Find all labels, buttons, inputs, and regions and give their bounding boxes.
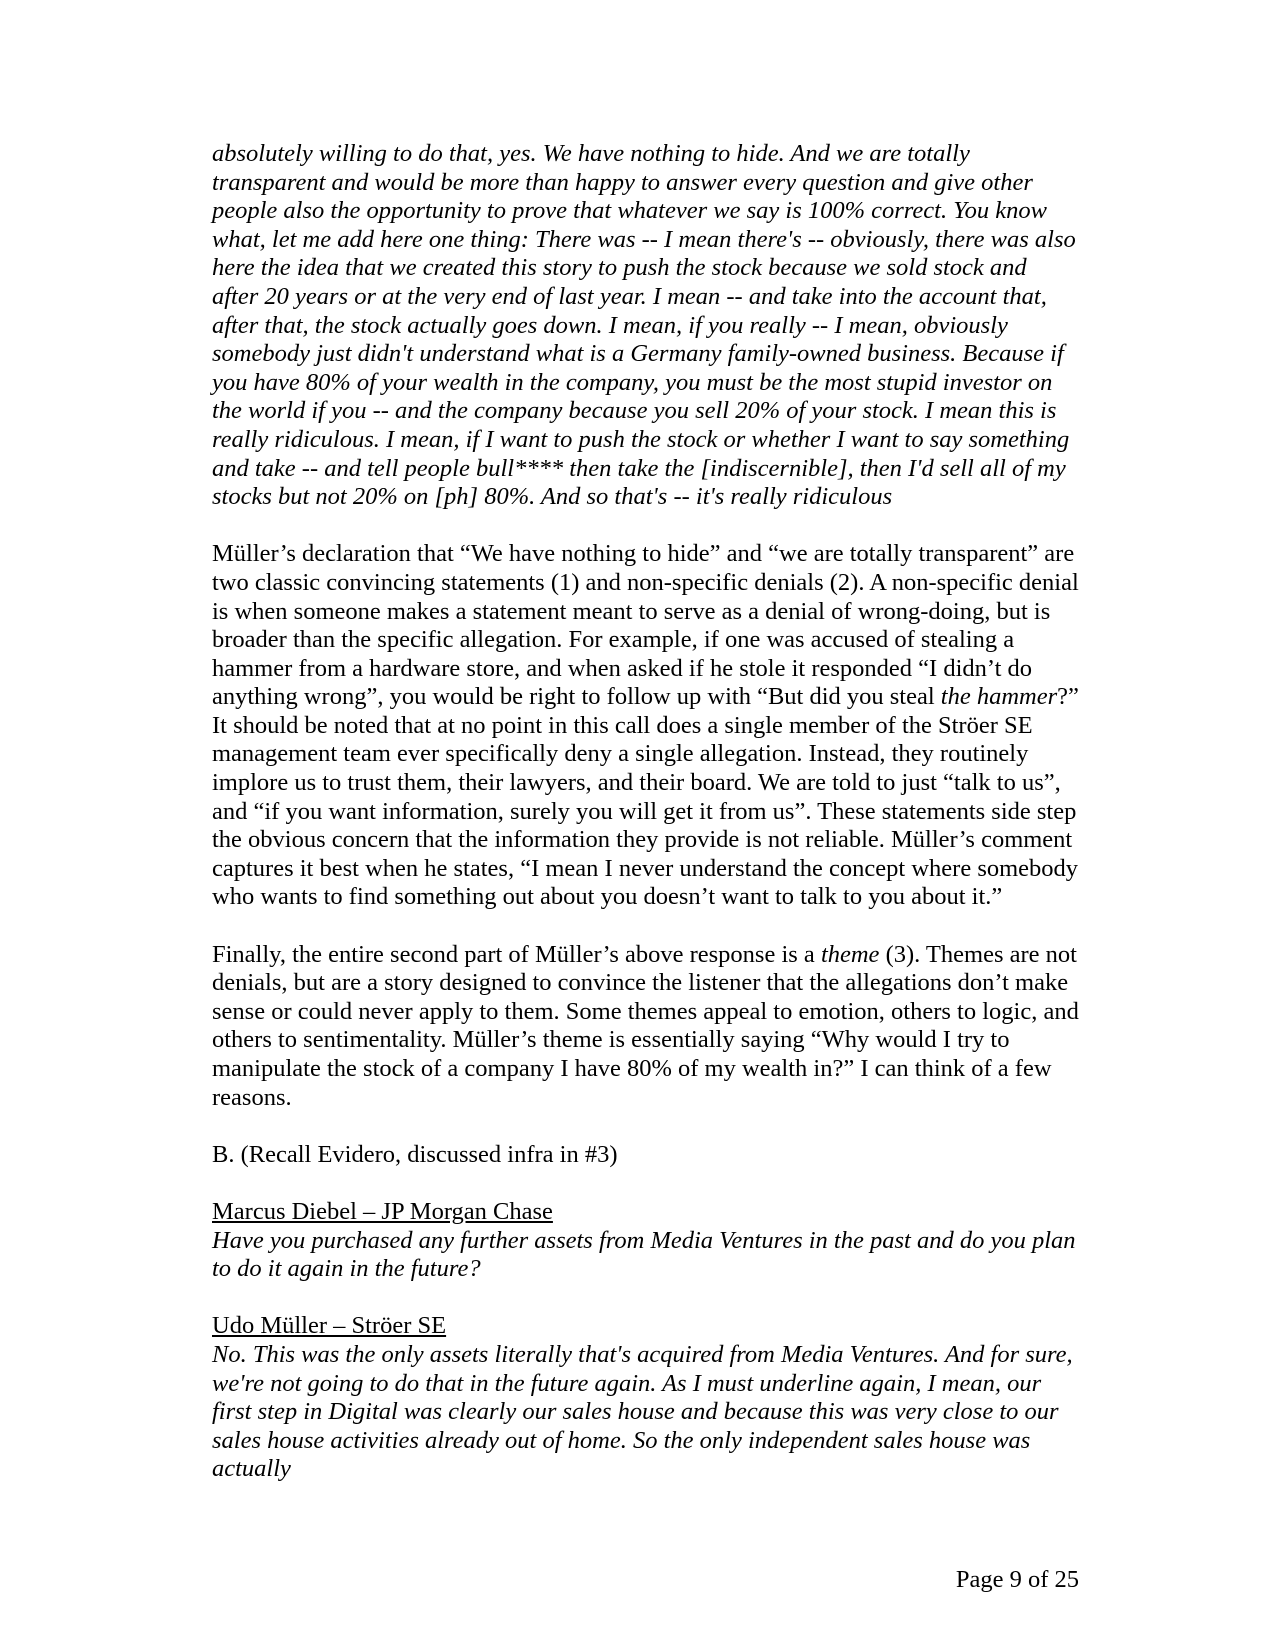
theme-text-part-2: (3). Themes are not denials, but are a story designed to convince the listener that the allegations don’t make sense or could never apply to them. Some themes appeal to emotion, others to logic, and others to sentimentality. Müller’s theme is essentially saying “Why would I try to manipulate the stock of a company I have 80% of my wealth in?” I can think of a few reasons. [212, 940, 1079, 1111]
exchange-block-analyst [212, 1198, 1079, 1284]
speaker-quote-marcus-diebel: Have you purchased any further assets from Media Ventures in the past and do you plan to do it again in the future? [212, 1226, 1076, 1283]
analysis-text-part-1: Müller’s declaration that “We have nothing to hide” and “we are totally transparent” are two classic convincing statements (1) and non-specific denials (2). A non-specific denial is when someone makes a statement meant to serve as a denial of wrong-doing, but is broader than the specific allegation. For example, if one was accused of stealing a hammer from a hardware store, and when asked if he stole it responded “I didn’t do anything wrong”, you would be right to follow up with “But did you steal [212, 540, 1079, 711]
speaker-quote-udo-muller: No. This was the only assets literally that's acquired from Media Ventures. And for sure, we're not going to do that in the future again. As I must underline again, I mean, our first step in Digital was clearly our sales house and because this was very close to our sales house activities already out of home. So the only independent sales house was actually [212, 1340, 1073, 1483]
emphasis-the-hammer: the hammer [940, 683, 1058, 711]
exchange-block-executive [212, 1312, 1079, 1484]
speaker-name-udo-muller: Udo Müller – Ströer SE [212, 1312, 447, 1340]
analysis-paragraph-denials [212, 540, 1079, 912]
document-body [212, 140, 1079, 1484]
theme-text-part-1: Finally, the entire second part of Müller’s above response is a [212, 940, 821, 968]
analysis-text-part-2: ?” It should be noted that at no point in this call does a single member of the Ströer SE management team ever specifically deny a single allegation. Instead, they routinely implore us to trust them, their lawyers, and their board. We are told to just “talk to us”, and “if you want information, surely you will get it from us”. These statements side step the obvious concern that the information they provide is not reliable. Müller’s comment captures it best when he states, “I mean I never understand the concept where somebody who wants to find something out about you doesn’t want to talk to you about it.” [212, 683, 1079, 911]
analysis-paragraph-theme [212, 941, 1079, 1113]
page-number-footer: Page 9 of 25 [955, 1566, 1079, 1594]
quoted-transcript-paragraph: absolutely willing to do that, yes. We have nothing to hide. And we are totally transparent and would be more than happy to answer every question and give other people also the opportunity to prove that whatever we say is 100% correct. You know what, let me add here one thing: There was -- I mean there's -- obviously, there was also here the idea that we created this story to push the stock because we sold stock and after 20 years or at the very end of last year. I mean -- and take into the account that, after that, the stock actually goes down. I mean, if you really -- I mean, obviously somebody just didn't understand what is a Germany family-owned business. Because if you have 80% of your wealth in the company, you must be the most stupid investor on the world if you -- and the company because you sell 20% of your stock. I mean this is really ridiculous. I mean, if I want to push the stock or whether I want to say something and take -- and tell people bull**** then take the [indiscernible], then I'd sell all of my stocks but not 20% on [ph] 80%. And so that's -- it's really ridiculous [212, 140, 1076, 511]
speaker-name-marcus-diebel: Marcus Diebel – JP Morgan Chase [212, 1197, 553, 1225]
emphasis-theme: theme [820, 940, 880, 968]
section-heading-b: B. (Recall Evidero, discussed infra in #3) [212, 1140, 618, 1168]
